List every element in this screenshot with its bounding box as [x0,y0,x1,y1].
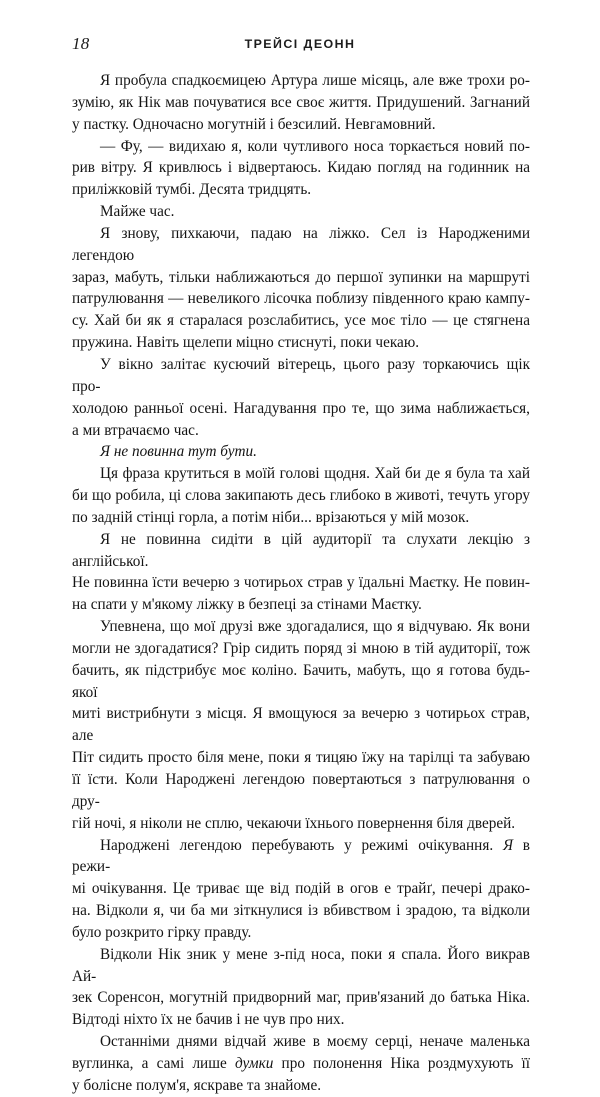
text-line: Відтоді ніхто їх не бачив і не чув про них. [72,1011,345,1029]
text-line: Ця фраза крутиться в моїй голові щодня. Хай би де я була та хай [100,465,530,483]
text-line: су. Хай би як я старалася розслабитись, усе моє тіло — це стягнена [72,312,530,330]
text-line: її їсти. Коли Народжені легендою повертаються з патрулювання о дру- [72,771,530,810]
text-line: Упевнена, що мої друзі вже здогадалися, що я відчуваю. Як вони [100,618,530,636]
text-line: зараз, мабуть, тільки наближаються до першої зупинки на маршруті [72,268,530,286]
text-line: а ми втрачаємо час. [72,421,199,439]
text-line: холодою ранньої осені. Нагадування про те, що зима наближається, [72,399,530,417]
text-line: у болісне полум'я, яскраве та знайоме. [72,1076,322,1094]
text-line: У вікно залітає кусючий вітерець, цього разу торкаючись щік про- [72,355,530,395]
text-line: Я не повинна сидіти в цій аудиторії та слухати лекцію з англійської. [72,530,530,570]
page-folio-number: 18 [72,34,90,53]
italic-emphasis: думки [234,1054,274,1072]
italic-emphasis: Я [502,836,513,854]
text-line: Останніми днями відчай живе в моєму серці, неначе маленька [100,1033,530,1051]
text-line: миті вистрибнути з місця. Я вмощуюся за вечерю з чотирьох страв, але [72,705,530,745]
text-line: пружина. Навіть щелепи міцно стиснуті, поки чекаю. [72,334,420,352]
text-line: Я пробула спадкоємицею Артура лише місяць, але вже трохи ро- [100,72,530,89]
paragraph-7 [72,463,530,529]
text-line: бачить, як підстрибує моє коліно. Бачить, мабуть, що я готова будь-якої [72,661,530,701]
text-line [72,114,530,136]
text-line: Я не повинна тут бути. [100,443,257,461]
text-line: рив вітру. Я кривлюсь і відвертаюсь. Кидаю погляд на годинник на [72,159,530,177]
paragraph-10 [72,835,530,944]
paragraph-12 [72,1031,530,1097]
text-line: би що робила, ці слова закипають десь глибоко в животі, течуть угору [72,487,530,505]
text-line: на спати у м'якому ліжку в безпеці за стінами Маєтку. [72,596,422,614]
body-text-block [72,70,530,1097]
paragraph-4 [72,223,530,354]
text-line: Не повинна їсти вечерю з чотирьох страв у їдальні Маєтку. Не повин- [72,574,530,592]
text-line: Майже час. [100,203,175,221]
paragraph-6-italic-thought [72,441,530,463]
text-line: мі очікування. Це триває ще від подій в огов е трайґ, печері драко- [72,880,530,898]
paragraph-11 [72,944,530,1031]
text-line: вуглинка, а самі лише думки про полонення Ніка роздмухують її [72,1054,531,1072]
running-head-author: ТРЕЙСІ ДЕОНН [244,37,356,51]
paragraph-9 [72,616,530,834]
running-head [72,34,528,56]
text-line: по задній стінці горла, а потім ніби... врізаються у мій мозок. [72,508,470,526]
paragraph-1 [72,70,530,136]
text-line: на. Відколи я, чи ба ми зіткнулися із вбивством і зрадою, та відколи [72,902,530,920]
text-line: — Фу, — видихаю я, коли чутливого носа торкається новий по- [100,137,530,155]
text-line: гій ночі, я ніколи не сплю, чекаючи їхнього повернення біля дверей. [72,814,516,832]
text-line: Я знову, пихкаючи, падаю на ліжко. Сел із Народженими легендою [72,224,530,264]
text-line: було розкрито гірку правду. [72,923,252,941]
text-line: могли не здогадатися? Грір сидить поряд зі мною в тій аудиторії, тож [72,639,530,657]
text-line: зумію, як Нік мав почуватися все своє життя. Придушений. Загнаний [72,93,530,111]
text-line: патрулювання — невеликого лісочка поблизу південного краю кампу- [72,290,530,308]
text-line: приліжковій тумбі. Десята тридцять. [72,181,312,199]
text-line: зек Соренсон, могутній придворний маг, прив'язаний до батька Ніка. [72,989,530,1007]
text-line: Народжені легендою перебувають у режимі очікування. Я в режи- [72,836,530,876]
paragraph-8 [72,529,530,616]
paragraph-3 [72,201,530,223]
text-line: Піт сидить просто біля мене, поки я тицяю їжу на тарілці та забуваю [72,749,530,767]
paragraph-2 [72,136,530,202]
text-line: Відколи Нік зник у мене з-під носа, поки я спала. Його викрав Ай- [72,945,530,985]
paragraph-5 [72,354,530,441]
text-line-run: у пастку. Одночасно могутній і безсилий. Невгамовний. [72,115,436,133]
